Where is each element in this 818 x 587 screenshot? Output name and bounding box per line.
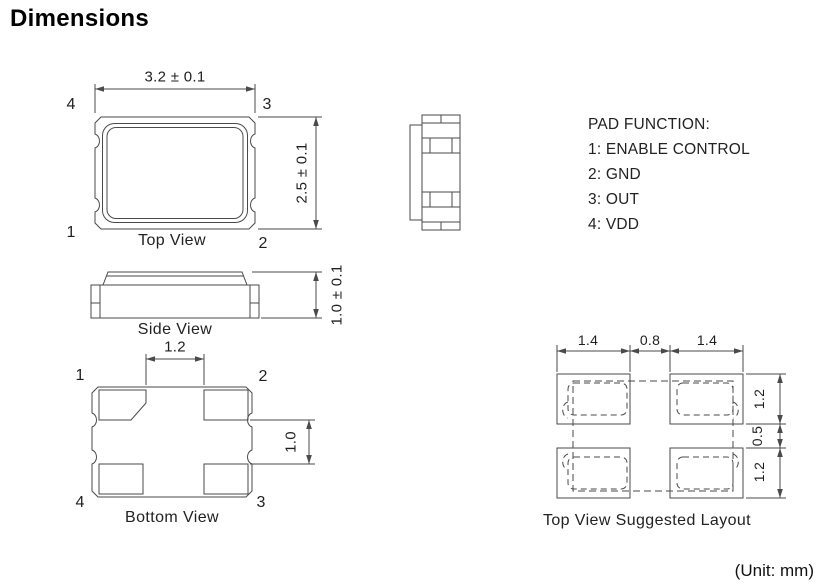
layout-dim-top-pad-height: 1.2 — [751, 388, 767, 410]
layout-dim-bottom-pad-height: 1.2 — [751, 461, 767, 483]
side-view-height-dim-label: 1.0 ± 0.1 — [328, 264, 346, 326]
dim-top-view-height — [258, 117, 322, 229]
top-view-pin-1-label: 1 — [66, 224, 76, 241]
top-view-drawing — [95, 84, 322, 229]
pad-function-block — [588, 112, 750, 237]
top-view-outline — [95, 117, 255, 229]
page-title: Dimensions — [10, 5, 150, 32]
bottom-view-pin-4-label: 4 — [75, 494, 85, 511]
bottom-view-pad-4 — [99, 464, 143, 494]
side-view-lid — [103, 272, 247, 285]
bottom-view-outline — [92, 387, 252, 497]
top-view-width-dim-label: 3.2 ± 0.1 — [144, 68, 206, 86]
end-view-pad-ticks — [430, 115, 452, 230]
top-view-height-dim-label: 2.5 ± 0.1 — [293, 142, 311, 204]
bottom-view-pin-1-label: 1 — [75, 367, 85, 384]
end-view-drawing — [410, 115, 460, 230]
end-view-body — [422, 115, 460, 230]
bottom-view-pad-1 — [99, 390, 146, 420]
layout-dim-center-gap: 0.8 — [639, 332, 661, 348]
top-view-pin-3-label: 3 — [262, 96, 272, 113]
dim-side-view-height — [252, 272, 322, 318]
dim-bottom-view-gap-x — [146, 354, 204, 385]
dim-top-view-width — [95, 84, 255, 113]
bottom-view-pin-2-label: 2 — [258, 368, 268, 385]
layout-dim-vertical-gap: 0.5 — [749, 425, 765, 447]
pad-function-item-1: 1: ENABLE CONTROL — [588, 141, 750, 158]
top-view-caption: Top View — [138, 232, 206, 249]
unit-note: (Unit: mm) — [734, 561, 814, 580]
suggested-layout-caption: Top View Suggested Layout — [542, 512, 752, 529]
bottom-view-caption: Bottom View — [125, 509, 219, 526]
top-view-pin-4-label: 4 — [66, 96, 76, 113]
bottom-view-pin-3-label: 3 — [256, 494, 266, 511]
bottom-view-pad-2 — [204, 390, 248, 420]
layout-package-outline-dashed — [573, 381, 733, 491]
layout-dim-right-pad-width: 1.4 — [696, 332, 718, 348]
pad-function-item-3: 3: OUT — [588, 191, 640, 208]
side-view-left-pad — [91, 285, 100, 318]
bottom-view-gap-x-dim-label: 1.2 — [164, 338, 186, 356]
bottom-view-gap-y-dim-label: 1.0 — [282, 431, 300, 453]
side-view-drawing — [91, 272, 322, 318]
top-view-cavity — [107, 128, 243, 219]
layout-device-pads-dashed — [563, 383, 739, 489]
bottom-view-drawing — [92, 354, 315, 497]
top-view-inner-rim — [103, 124, 248, 223]
top-view-pin-2-label: 2 — [258, 235, 268, 252]
pad-function-item-2: 2: GND — [588, 166, 641, 183]
layout-dim-left-pad-width: 1.4 — [577, 332, 599, 348]
bottom-view-pad-3 — [204, 464, 248, 494]
side-view-caption: Side View — [137, 321, 213, 338]
pad-function-item-4: 4: VDD — [588, 216, 640, 233]
end-view-lid — [410, 125, 422, 220]
side-view-right-pad — [250, 285, 259, 318]
end-view-bands — [422, 123, 460, 222]
dim-layout-top — [557, 345, 743, 372]
pad-function-title: PAD FUNCTION: — [588, 116, 711, 133]
side-view-body — [100, 285, 250, 318]
